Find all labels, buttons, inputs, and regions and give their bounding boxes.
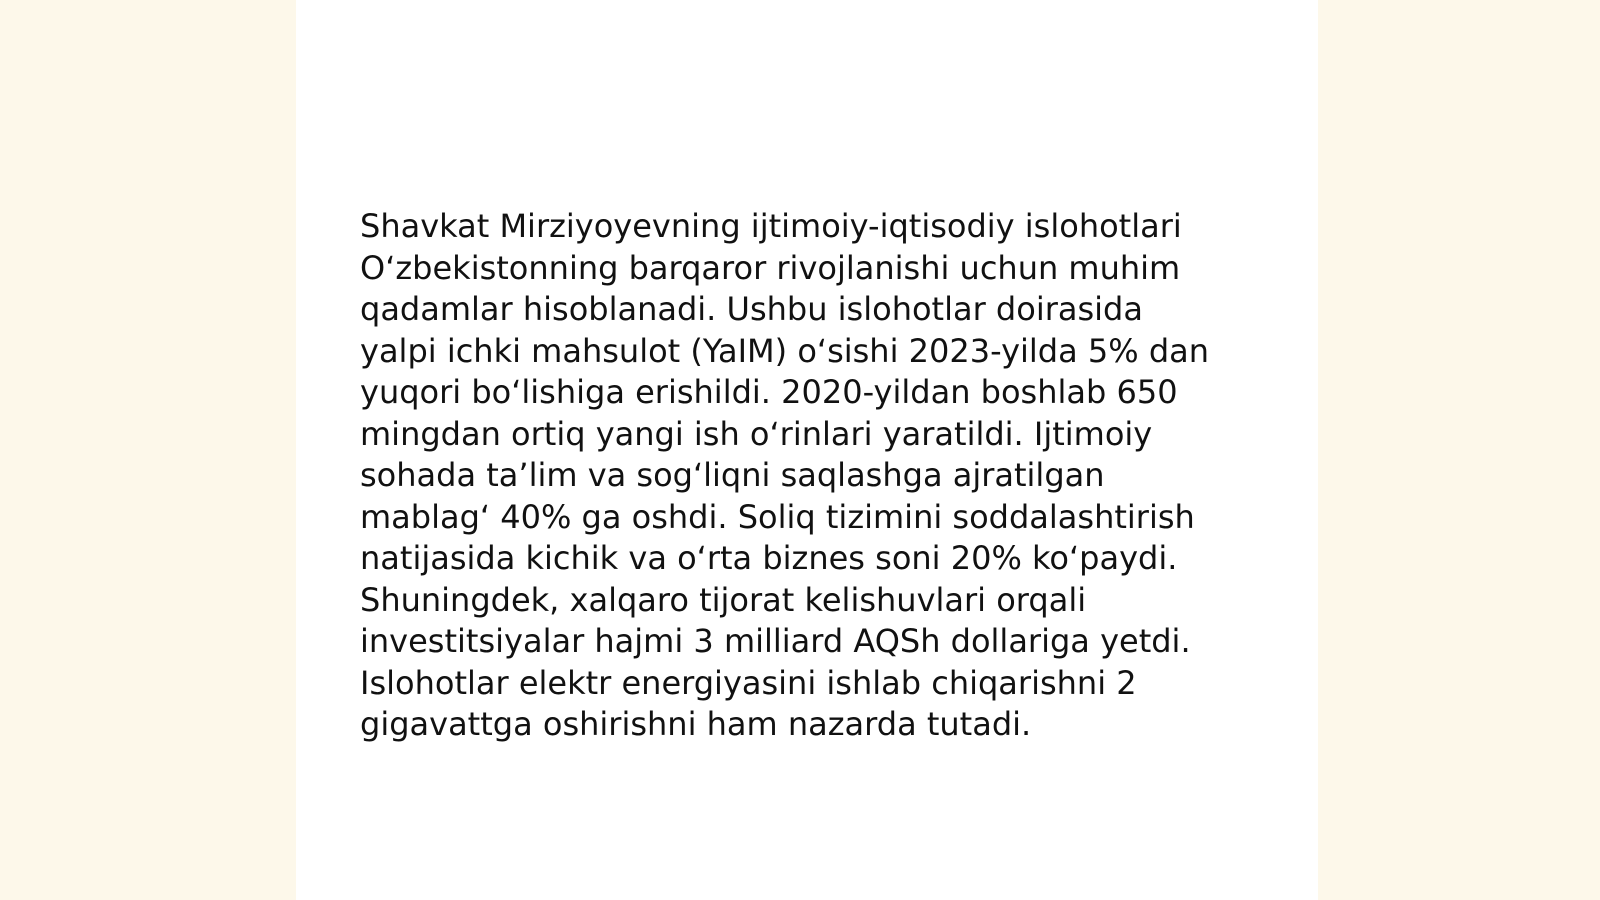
paragraph-line: Islohotlar elektr energiyasini ishlab chiqarishni 2 [360,663,1137,702]
paragraph-line: yalpi ichki mahsulot (YaIM) o‘sishi 2023-yilda 5% dan [360,331,1210,370]
paragraph-line: mingdan ortiq yangi ish o‘rinlari yaratildi. Ijtimoiy [360,414,1153,453]
paragraph-line: yuqori bo‘lishiga erishildi. 2020-yildan boshlab 650 [360,373,1178,411]
paragraph-line: Shavkat Mirziyoyevning ijtimoiy-iqtisodiy islohotlari [360,207,1182,245]
paragraph-line: investitsiyalar hajmi 3 milliard AQSh dollariga yetdi. [360,622,1191,660]
paragraph-line: natijasida kichik va o‘rta biznes soni 20% ko‘paydi. [360,539,1178,577]
body-paragraph [360,206,1240,746]
document-page [296,0,1318,900]
paragraph-line: gigavattga oshirishni ham nazarda tutadi. [360,705,1032,743]
paragraph-line: O‘zbekistonning barqaror rivojlanishi uchun muhim [360,248,1181,287]
paragraph-line: sohada ta’lim va sog‘liqni saqlashga ajratilgan [360,456,1105,494]
paragraph-line: mablag‘ 40% ga oshdi. Soliq tizimini soddalashtirish [360,497,1195,536]
paragraph-line: qadamlar hisoblanadi. Ushbu islohotlar doirasida [360,290,1143,328]
paragraph-line: Shuningdek, xalqaro tijorat kelishuvlari orqali [360,580,1087,619]
